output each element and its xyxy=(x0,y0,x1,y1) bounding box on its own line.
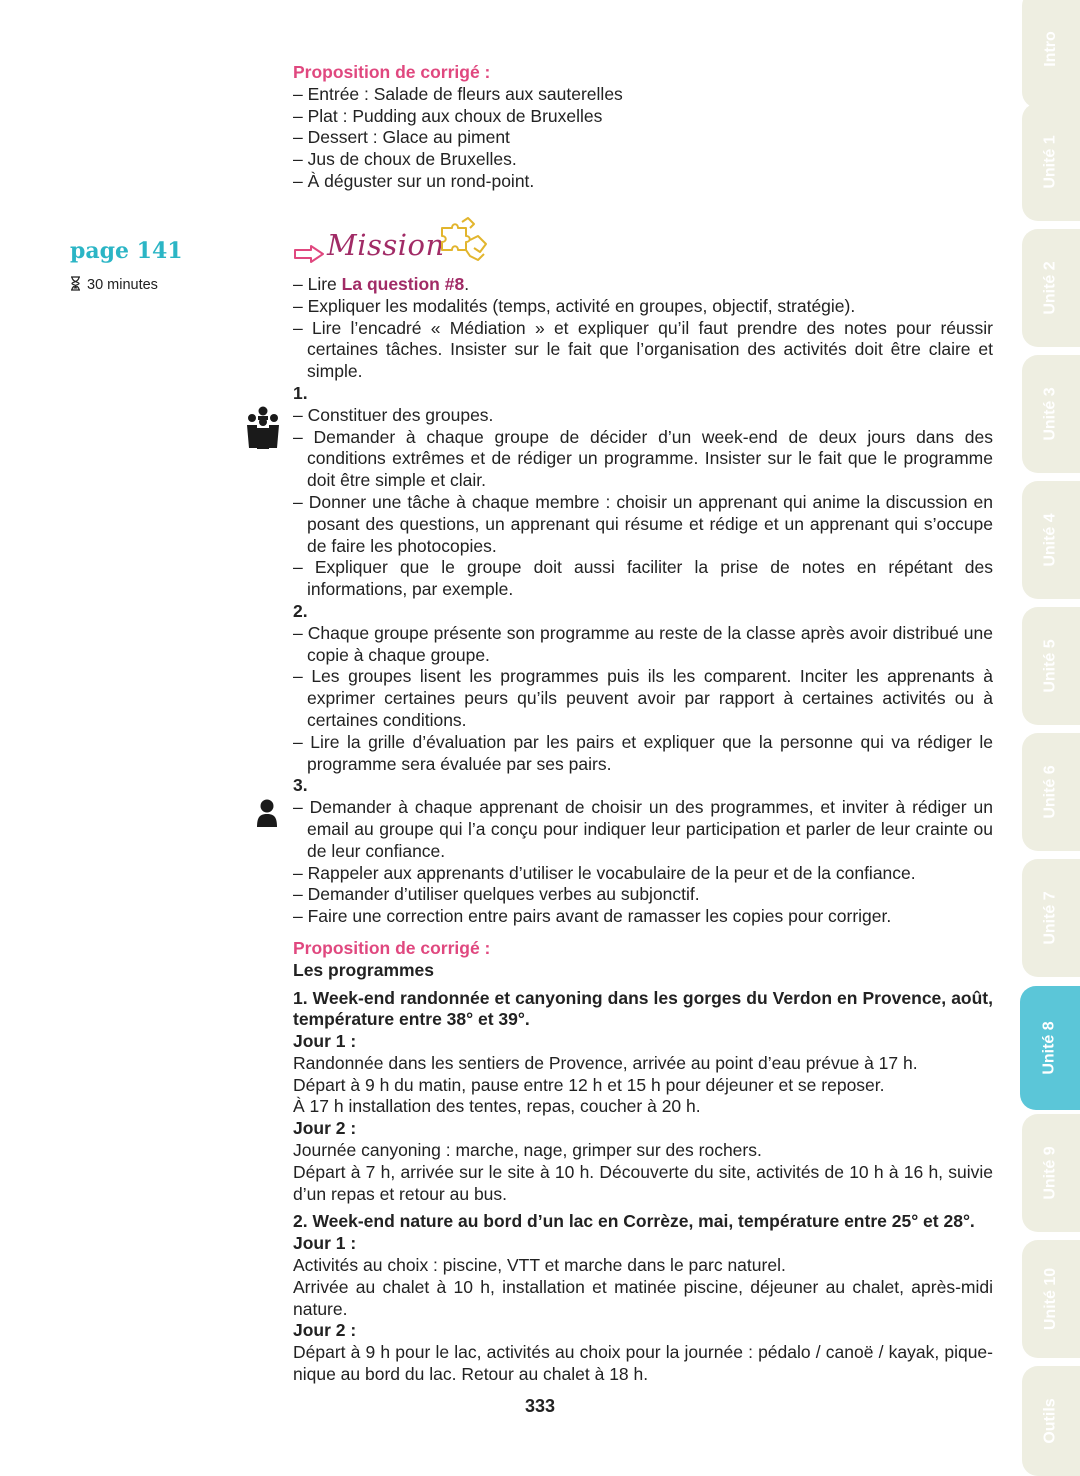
group-icon xyxy=(246,406,280,450)
day-label: Jour 1 : xyxy=(293,1233,357,1254)
tab-unite-5[interactable] xyxy=(1022,607,1080,725)
step-item: – Faire une correction entre pairs avant de ramasser les copies pour corriger. xyxy=(293,906,993,928)
tab-unite-6[interactable] xyxy=(1022,733,1080,851)
step-item: – Chaque groupe présente son programme au reste de la classe après avoir distribué une copie à chaque groupe. xyxy=(293,623,993,667)
corrige-item: – Jus de choux de Bruxelles. xyxy=(293,149,993,171)
day-line: Arrivée au chalet à 10 h, installation et matinée piscine, déjeuner au chalet, après-midi nature. xyxy=(293,1276,993,1319)
intro-item-lire xyxy=(293,274,993,296)
page-number: 333 xyxy=(524,1396,556,1416)
tab-unite-2[interactable] xyxy=(1022,229,1080,347)
mission-title: Mission xyxy=(327,228,445,262)
program-title: 2. Week-end nature au bord d’un lac en Corrèze, mai, température entre 25° et 28°. xyxy=(293,1211,975,1232)
corrige-item: – À déguster sur un rond-point. xyxy=(293,171,993,193)
hourglass-icon xyxy=(70,276,81,291)
tab-unite-1[interactable] xyxy=(1022,103,1080,221)
puzzle-icon xyxy=(436,214,491,266)
corrige-heading: Proposition de corrigé : xyxy=(293,62,491,82)
step-item: – Demander à chaque groupe de décider d’un week-end de deux jours dans des conditions extrêmes et de rédiger un programme. Insister sur le fait que le programme doit être simple et clair. xyxy=(293,427,993,492)
day-line: Départ à 9 h du matin, pause entre 12 h et 15 h pour déjeuner et se reposer. xyxy=(293,1074,885,1095)
tab-unite-9[interactable] xyxy=(1022,1114,1080,1232)
day-line: Départ à 9 h pour le lac, activités au choix pour la journée : pédalo / canoë / kayak, pique-nique au bord du lac. Retour au chalet à 18 h. xyxy=(293,1342,993,1385)
tab-label: Unité 5 xyxy=(1042,639,1059,693)
duration xyxy=(70,276,158,293)
corrige-item: – Entrée : Salade de fleurs aux sauterelles xyxy=(293,84,993,106)
mission-body xyxy=(293,274,993,1386)
step-item: – Constituer des groupes. xyxy=(293,405,993,427)
program-title: 1. Week-end randonnée et canyoning dans les gorges du Verdon en Provence, août, température entre 38° et 39°. xyxy=(293,987,993,1030)
tab-unite-7[interactable] xyxy=(1022,859,1080,977)
duration-text: 30 minutes xyxy=(87,277,158,293)
tab-label: Unité 6 xyxy=(1042,765,1059,819)
step-item: – Rappeler aux apprenants d’utiliser le vocabulaire de la peur et de la confiance. xyxy=(293,863,993,885)
step-item: – Lire la grille d’évaluation par les pairs et expliquer que la personne qui va rédiger le programme sera évaluée par ses pairs. xyxy=(293,732,993,776)
corrige-item: – Plat : Pudding aux choux de Bruxelles xyxy=(293,106,993,128)
person-icon xyxy=(256,799,278,827)
tab-unite-3[interactable] xyxy=(1022,355,1080,473)
corrige-item: – Dessert : Glace au piment xyxy=(293,127,993,149)
step-item: – Demander à chaque apprenant de choisir un des programmes, et inviter à rédiger un email au groupe qui l’a conçu pour indiquer leur participation et parler de leur crainte ou de leur confiance. xyxy=(293,797,993,862)
day-line: Départ à 7 h, arrivée sur le site à 10 h. Découverte du site, activités de 10 h à 16 h, suivie d’un repas et retour au bus. xyxy=(293,1161,993,1204)
step-item: – Les groupes lisent les programmes puis ils les comparent. Inciter les apprenants à exprimer certaines peurs qu’ils peuvent avoir par rapport à certaines activités ou à certaines conditions. xyxy=(293,666,993,731)
lire-suffix: . xyxy=(464,274,470,294)
step-item: – Demander d’utiliser quelques verbes au subjonctif. xyxy=(293,884,993,906)
tab-unite-10[interactable] xyxy=(1022,1240,1080,1358)
tab-label: Unité 10 xyxy=(1042,1267,1059,1331)
tab-label: Unité 7 xyxy=(1042,891,1059,945)
tab-label: Unité 4 xyxy=(1042,513,1059,567)
intro-item: – Lire l’encadré « Médiation » et expliquer qu’il faut prendre des notes pour réussir certaines tâches. Insister sur le fait que l’organisation des activités doit être claire et simple. xyxy=(293,318,993,383)
day-line: Journée canyoning : marche, nage, grimper sur des rochers. xyxy=(293,1140,762,1161)
tab-unite-4[interactable] xyxy=(1022,481,1080,599)
day-line: Activités au choix : piscine, VTT et marche dans le parc naturel. xyxy=(293,1255,786,1276)
intro-item: – Expliquer les modalités (temps, activité en groupes, objectif, stratégie). xyxy=(293,296,993,318)
tab-label: Unité 8 xyxy=(1041,1021,1058,1075)
page-reference: page 141 xyxy=(70,238,183,264)
arrow-icon xyxy=(293,244,325,264)
day-line: À 17 h installation des tentes, repas, coucher à 20 h. xyxy=(293,1096,701,1117)
tab-outils[interactable] xyxy=(1022,1366,1080,1476)
lire-prefix: Lire xyxy=(307,274,342,294)
tab-label: Unité 2 xyxy=(1042,261,1059,315)
tab-label: Unité 1 xyxy=(1042,135,1059,189)
tab-intro[interactable] xyxy=(1022,0,1080,108)
tab-unite-8[interactable] xyxy=(1020,986,1080,1110)
step-number: 1. xyxy=(293,382,308,403)
corrige-heading: Proposition de corrigé : xyxy=(293,937,491,958)
tab-label: Unité 3 xyxy=(1042,387,1059,441)
day-label: Jour 2 : xyxy=(293,1118,357,1139)
step-item: – Donner une tâche à chaque membre : choisir un apprenant qui anime la discussion en posant des questions, un apprenant qui résume et rédige et un apprenant qui s’occupe de faire les photocopies. xyxy=(293,492,993,557)
step-number: 2. xyxy=(293,600,308,621)
tab-label: Unité 9 xyxy=(1042,1146,1059,1200)
step-number: 3. xyxy=(293,775,308,796)
top-corrige xyxy=(293,62,993,193)
day-label: Jour 1 : xyxy=(293,1031,357,1052)
day-label: Jour 2 : xyxy=(293,1320,357,1341)
tab-label: Outils xyxy=(1042,1398,1059,1444)
step-item: – Expliquer que le groupe doit aussi faciliter la prise de notes en répétant des informations, par exemple. xyxy=(293,557,993,601)
programs-subheading: Les programmes xyxy=(293,959,435,980)
day-line: Randonnée dans les sentiers de Provence, arrivée au point d’eau prévue à 17 h. xyxy=(293,1052,918,1073)
tab-label: Intro xyxy=(1041,31,1059,67)
unit-tabs xyxy=(1022,0,1080,1465)
question-link: La question #8 xyxy=(341,274,465,294)
mission-header xyxy=(293,214,553,274)
